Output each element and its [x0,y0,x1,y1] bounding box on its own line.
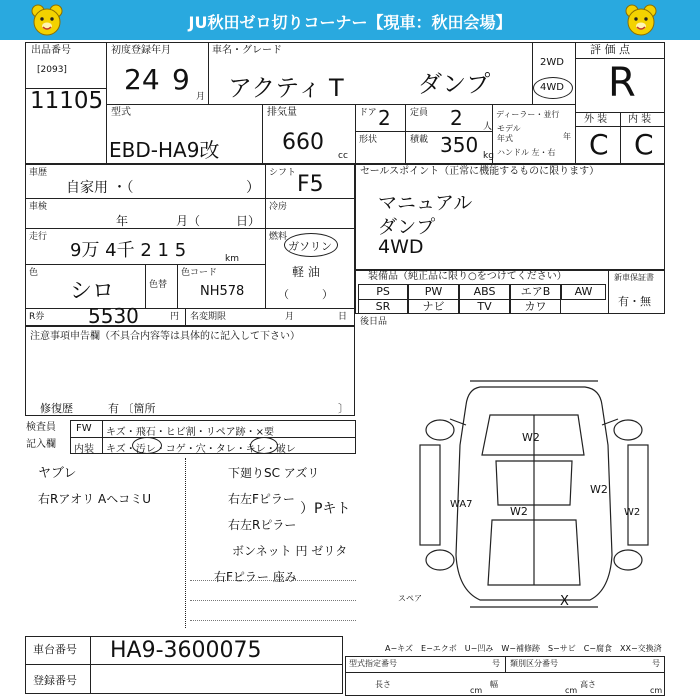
model-year-label-1: モデル [497,124,521,133]
car-name-value: アクティ T [228,74,344,102]
diagram-mark-1: W2 [522,431,540,444]
mileage-label: 走行 [29,232,48,242]
capacity-value: 2 [450,106,463,130]
handle-label: ハンドル 左・右 [497,148,556,157]
chassis-label: 車台番号 [33,643,77,656]
interior-label: 内 装 [628,114,652,125]
interior-stain-circle [132,437,162,454]
class-label: 類別区分番号 [510,659,558,668]
first-registration-label: 初度登録年月 [111,45,171,56]
sales-points-label: セールスポイント（正常に機能するものに限ります） [360,166,600,177]
back-seat-label: 後日品 [360,317,388,327]
length-cm: cm [470,686,483,695]
lot-label: 出品番号 [31,45,71,56]
inspector-interior: 内装 [74,444,94,455]
type-unit: 号 [492,659,500,668]
doors-value: 2 [378,106,391,130]
exterior-label: 外 装 [584,114,608,125]
inspector-note-right-1: 下廻りSC アズリ [228,466,320,480]
fuel-gasoline: ガソリン [288,240,332,253]
first-registration-year: 24 [124,63,160,96]
diagram-mark-4: W2 [590,483,608,496]
interior-sag-circle [250,437,278,454]
inspection-year: 年 [116,214,129,228]
inspection-day: 日） [236,214,261,228]
load-label: 積載 [410,135,429,145]
diagram-spare-label: スペア [398,594,422,603]
displacement-value: 660 [282,130,324,155]
color-code-value: NH578 [200,284,245,299]
model-year-label-2: 年式 [497,134,513,143]
name-change-day: 日 [338,312,348,322]
first-registration-month: 9 [172,63,190,96]
sales-point-2: ダンプ [378,216,436,238]
warranty-label: 新車保証書 [614,273,654,282]
header-right-bear-icon [624,3,658,41]
class-unit: 号 [652,659,660,668]
mileage-unit: km [225,254,239,264]
usage-close: ） [246,180,260,196]
doors-label: ドア [359,108,377,118]
mileage-value: 9万 4千 2 1 5 [70,240,187,261]
header-title: JU秋田ゼロ切りコーナー【現車：秋田会場】 [188,13,512,32]
header-bar [0,0,700,40]
capacity-unit: 人 [483,122,493,132]
length-label: 長さ [375,680,391,689]
fuel-diesel: 軽 油 [292,265,320,279]
model-value: EBD-HA9改 [109,138,220,162]
width-cm: cm [565,686,578,695]
repair-value: 有 〔箇所 [108,402,156,415]
height-cm: cm [650,686,663,695]
width-label: 幅 [490,680,498,689]
lot-number: 11105 [30,88,104,114]
usage-value: 自家用 ・（ [66,180,134,196]
equip-pw: PW [408,284,459,300]
inspector-fw: FW [76,423,92,434]
equip-aw: AW [561,284,606,300]
equip-tv: TV [459,299,510,314]
equip-leather: カワ [510,299,561,314]
warranty-value: 有・無 [618,295,651,308]
inspector-fw-text: キズ・飛石・ヒビ割・リペア跡・×要 [106,427,274,438]
equip-ps: PS [358,284,408,300]
type-label: 型式指定番号 [349,659,397,668]
shift-value: F5 [297,172,324,197]
name-change-month: 月 [285,312,295,322]
equip-sr: SR [358,299,408,314]
legend-line: A−キズ E−エクボ U−凹み W−補修跡 S−サビ C−腐食 XX−交換済 [385,644,662,653]
equip-navi: ナビ [408,299,459,314]
exterior-value: C [589,128,609,161]
car-damage-diagram [398,375,660,615]
equipment-label: 装備品（純正品に限り○をつけてください） [368,271,567,282]
inspector-note-right-2: 右左Fピラー [228,492,295,506]
fuel-label: 燃料 [269,232,288,242]
registration-number-label: 登録番号 [33,674,77,687]
inspector-note-bracket: ）Pキト [300,501,351,517]
inspector-note-right-3: 右左Rピラー [228,518,297,532]
diagram-x-mark: X [560,594,569,609]
diagram-mark-5: W2 [624,507,641,518]
equip-airbag: エアB [510,284,561,300]
height-label: 高さ [580,680,596,689]
model-year-unit: 年 [563,132,571,141]
sales-point-1: マニュアル [378,192,473,214]
lot-sub-number: [2093] [37,65,67,75]
grade-label: 評 価 点 [590,43,630,56]
color-change-label: 色替 [149,280,168,290]
inspector-label-2: 記入欄 [26,439,56,450]
color-code-label: 色コード [181,268,218,278]
dealer-label: ディーラー・並行 [496,110,560,119]
recycle-label: R券 [29,312,45,322]
fuel-paren: （ ） [278,288,333,301]
shift-label: シフト [269,168,297,178]
inspector-note-left-1: ヤブレ [38,466,77,481]
shape-label: 形状 [359,135,378,145]
inspection-month: 月（ [176,214,201,228]
capacity-label: 定員 [410,108,429,118]
recycle-value: 5530 [88,304,139,328]
usage-label: 車歴 [29,168,48,178]
car-name-label: 車名・グレード [212,45,282,56]
notes-label: 注意事項申告欄（不具合内容等は具体的に記入して下さい） [30,331,300,342]
color-value: シロ [70,279,115,304]
car-grade-value: ダンプ [418,70,491,98]
first-registration-month-unit: 月 [196,92,206,102]
model-label: 型式 [111,107,131,118]
sales-point-3: 4WD [378,236,424,258]
color-label: 色 [29,268,39,278]
displacement-label: 排気量 [267,107,297,118]
inspector-note-right-4: ボンネット 円 ゼリタ [232,544,348,558]
grade-value: R [608,60,636,106]
drive-2wd: 2WD [540,57,564,68]
inspector-note-right-5: 右Fピラー 座み [214,570,297,584]
inspection-label: 車検 [29,202,48,212]
aircon-label: 冷房 [269,202,288,212]
repair-close: 〕 [338,402,349,415]
recycle-unit: 円 [170,312,180,322]
name-change-label: 名変期限 [190,312,227,322]
diagram-mark-2: WA7 [450,499,473,510]
load-unit: kg [483,151,494,161]
displacement-unit: cc [338,151,348,161]
inspector-interior-text: キズ・汚レ・コゲ・穴・タレ・キレ・破レ [106,444,296,455]
diagram-mark-3: W2 [510,505,528,518]
inspector-label-1: 検査員 [26,422,56,433]
equip-abs: ABS [459,284,510,300]
interior-value: C [634,128,654,161]
load-value: 350 [440,133,479,157]
chassis-value: HA9-3600075 [110,638,262,663]
inspector-note-left-2: 右Rアオリ AヘコミU [38,492,152,506]
repair-label: 修復歴 [40,402,73,415]
drive-4wd: 4WD [540,82,564,93]
